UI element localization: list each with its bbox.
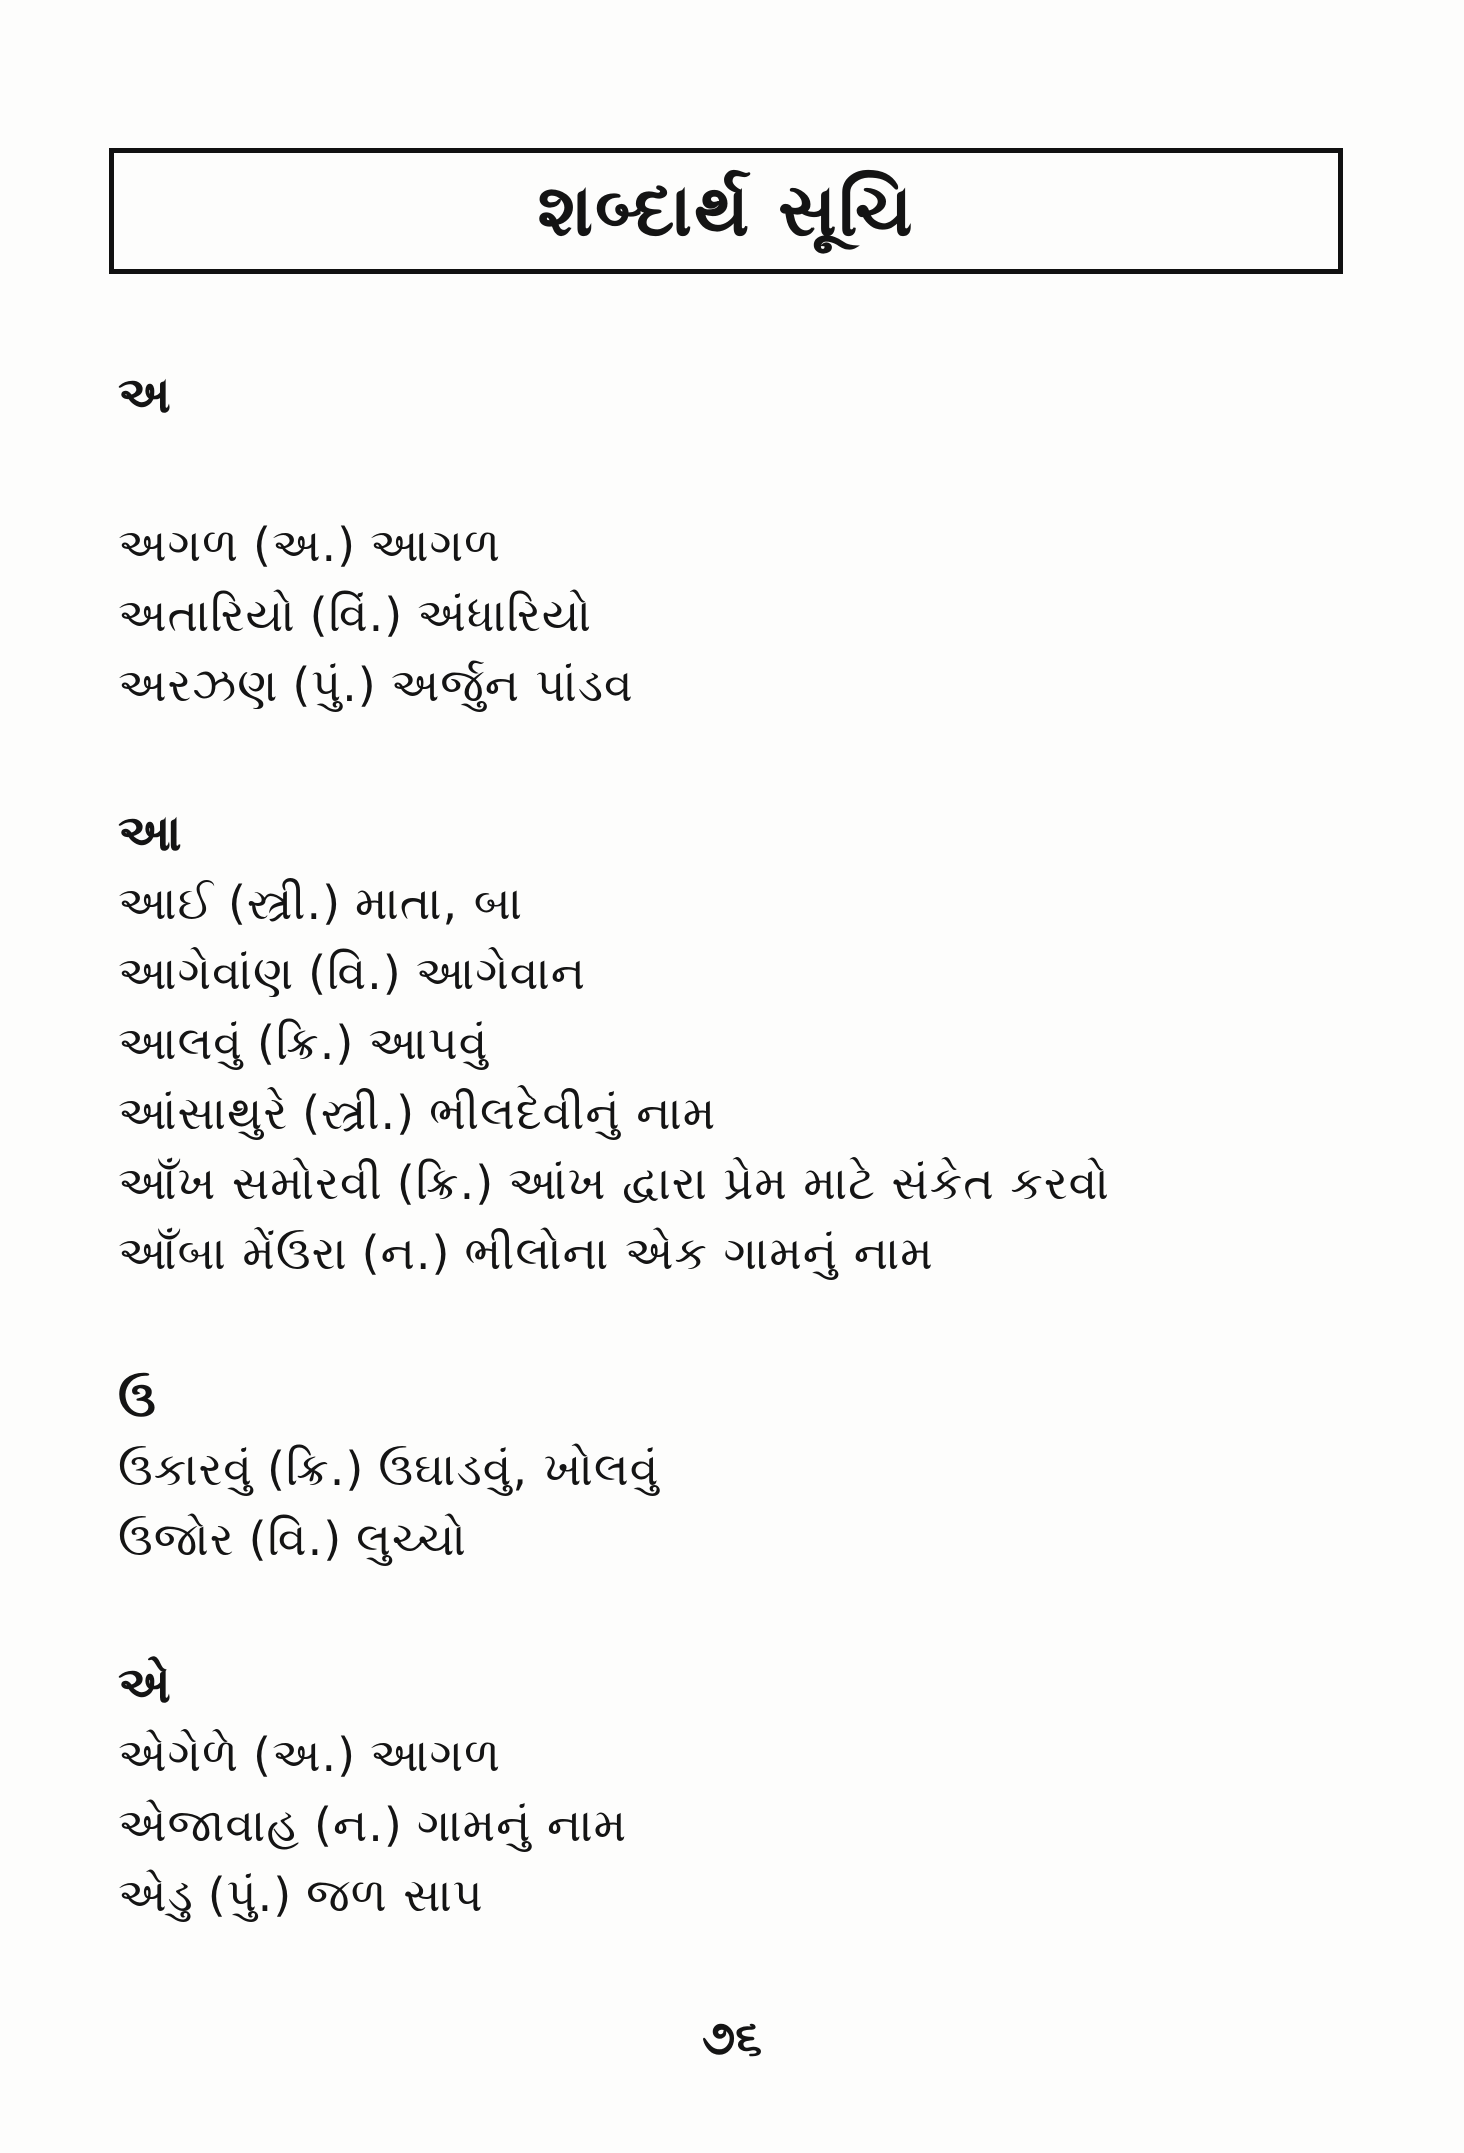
entry-word: આલવું	[118, 1016, 243, 1070]
section-aa	[118, 798, 1368, 1288]
entry-meaning: લુચ્ચો	[356, 1512, 467, 1566]
glossary-entry	[118, 510, 1368, 580]
glossary-entry	[118, 1720, 1368, 1790]
glossary-entry	[118, 650, 1368, 720]
entry-list	[118, 1720, 1368, 1930]
entry-pos: (વિ.)	[308, 946, 402, 1000]
entry-pos: (ક્રિ.)	[266, 1442, 365, 1496]
entry-meaning: ઉઘાડવું, ખોલવું	[378, 1442, 660, 1496]
entry-meaning: આંખ દ્વારા પ્રેમ માટે સંકેત કરવો	[508, 1156, 1110, 1210]
entry-list	[118, 1434, 1368, 1574]
entry-meaning: જળ સાપ	[306, 1868, 484, 1922]
glossary-entry	[118, 1078, 1368, 1148]
entry-meaning: આગળ	[370, 518, 502, 572]
page-title: શબ્દાર્થ સૂચિ	[537, 168, 915, 252]
glossary-entry	[118, 1148, 1368, 1218]
section-letter: ઉ	[118, 1370, 156, 1428]
entry-meaning: અંધારિયો	[417, 588, 592, 642]
entry-meaning: અર્જુન પાંડવ	[390, 658, 634, 712]
entry-pos: (વિં.)	[309, 588, 404, 642]
entry-word: અગળ	[118, 518, 239, 572]
glossary-entry	[118, 1504, 1368, 1574]
entry-list	[118, 868, 1368, 1288]
entry-meaning: ભીલદેવીનું નામ	[429, 1086, 717, 1140]
glossary-entry	[118, 1434, 1368, 1504]
entry-word: એડુ	[118, 1868, 194, 1922]
entry-pos: (ક્રિ.)	[396, 1156, 495, 1210]
entry-meaning: આગળ	[370, 1728, 502, 1782]
section-letter: અ	[118, 366, 171, 424]
entry-pos: (અ.)	[253, 1728, 357, 1782]
entry-pos: (પું.)	[292, 658, 377, 712]
entry-word: અતારિયો	[118, 588, 296, 642]
glossary-content	[118, 360, 1368, 1930]
title-box	[109, 148, 1343, 274]
entry-word: ઉજોર	[118, 1512, 235, 1566]
entry-meaning: આપવું	[368, 1016, 489, 1070]
entry-pos: (પું.)	[207, 1868, 293, 1922]
entry-word: આગેવાંણ	[118, 946, 295, 1000]
entry-pos: (અ.)	[253, 518, 357, 572]
glossary-entry	[118, 1790, 1368, 1860]
entry-word: આંસાથુરે	[118, 1086, 289, 1140]
section-a	[118, 360, 1368, 720]
entry-word: એજાવાહ	[118, 1798, 301, 1852]
entry-meaning: માતા, બા	[355, 876, 523, 930]
entry-meaning: ભીલોના એક ગામનું નામ	[464, 1226, 934, 1280]
entry-pos: (વિ.)	[248, 1512, 343, 1566]
page-number: ૭૬	[701, 2010, 763, 2066]
section-letter: એ	[118, 1656, 171, 1714]
entry-pos: (સ્ત્રી.)	[228, 876, 342, 930]
glossary-entry	[118, 938, 1368, 1008]
entry-pos: (ક્રિ.)	[256, 1016, 355, 1070]
entry-pos: (સ્ત્રી.)	[302, 1086, 416, 1140]
section-letter: આ	[118, 804, 182, 862]
entry-word: આઈ	[118, 876, 215, 930]
glossary-entry	[118, 1008, 1368, 1078]
glossary-entry	[118, 580, 1368, 650]
glossary-entry	[118, 1218, 1368, 1288]
entry-list	[118, 510, 1368, 720]
glossary-entry	[118, 1860, 1368, 1930]
entry-word: ઉકારવું	[118, 1442, 253, 1496]
entry-pos: (ન.)	[361, 1226, 451, 1280]
entry-pos: (ન.)	[314, 1798, 403, 1852]
entry-word: આઁબા મેંઉરા	[118, 1226, 348, 1280]
entry-word: એગેળે	[118, 1728, 239, 1782]
entry-meaning: ગામનું નામ	[416, 1798, 628, 1852]
entry-word: અરઝણ	[118, 658, 279, 712]
glossary-entry	[118, 868, 1368, 938]
entry-word: આઁખ સમોરવી	[118, 1156, 383, 1210]
entry-meaning: આગેવાન	[415, 946, 587, 1000]
section-e	[118, 1650, 1368, 1930]
section-u	[118, 1364, 1368, 1574]
